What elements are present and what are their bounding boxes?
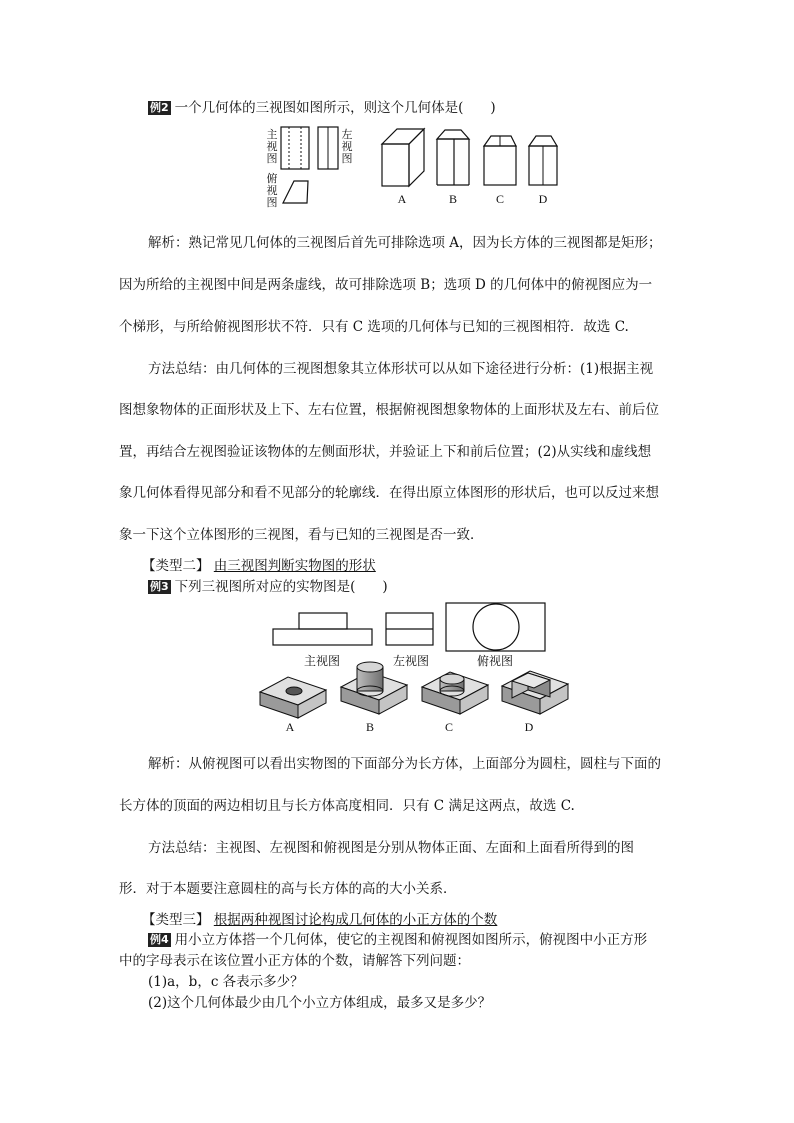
top-view-label: 俯 视 图 xyxy=(266,172,278,209)
option3-a-label: A xyxy=(285,720,295,734)
example4-line-1: 例4 用小立方体搭一个几何体，使它的主视图和俯视图如图所示，俯视图中小正方形 xyxy=(150,932,648,948)
example4-line-3: (1)a，b，c 各表示多少？ xyxy=(148,974,304,990)
example3-question: 例3 下列三视图所对应的实物图是( ) xyxy=(150,579,388,595)
left-view-label: 左 视 图 xyxy=(341,128,353,165)
example3-analysis-line-1: 解析：从俯视图可以看出实物图的下面部分为长方体，上面部分为圆柱，圆柱与下面的 xyxy=(148,756,661,772)
example3-summary-line-1: 方法总结：主视图、左视图和俯视图是分别从物体正面、左面和上面看所得到的图 xyxy=(148,840,634,856)
solid-c-3d xyxy=(422,672,488,714)
example2-summary-line-4: 象几何体看得见部分和看不见部分的轮廓线．在得出原立体图形的形状后，也可以反过来想 xyxy=(119,485,659,501)
example2-summary-line-2: 图想象物体的正面形状及上下、左右位置，根据俯视图想象物体的上面形状及左右、前后位 xyxy=(119,402,659,418)
option3-d-label: D xyxy=(524,720,534,734)
example2-summary-line-1: 方法总结：由几何体的三视图想象其立体形状可以从如下途径进行分析：(1)根据主视 xyxy=(148,361,654,377)
option-c-label: C xyxy=(495,192,504,206)
option3-c-label: C xyxy=(444,720,453,734)
example2-analysis-line-2: 因为所给的主视图中间是两条虚线，故可排除选项 B；选项 D 的几何体中的俯视图应为一 xyxy=(119,277,653,293)
type3-title: 根据两种视图讨论构成几何体的小正方体的个数 xyxy=(213,912,498,928)
example2-analysis-line-3: 个梯形，与所给俯视图形状不符．只有 C 选项的几何体与已知的三视图相符．故选 C. xyxy=(119,319,629,335)
example2-tag: 例2 xyxy=(150,101,169,114)
example2-summary-line-5: 象一下这个立体图形的三视图，看与已知的三视图是否一致． xyxy=(119,527,484,543)
option-b-label: B xyxy=(448,192,457,206)
left-view-caption: 左视图 xyxy=(393,654,430,668)
option-a-label: A xyxy=(397,192,407,206)
example4-line-2: 中的字母表示在该位置小正方体的个数，请解答下列问题： xyxy=(119,953,470,969)
type3-heading: 【类型三】 根据两种视图讨论构成几何体的小正方体的个数 xyxy=(142,912,498,928)
example2-question: 例2 一个几何体的三视图如图所示，则这个几何体是( ) xyxy=(150,100,496,116)
type2-heading: 【类型二】 由三视图判断实物图的形状 xyxy=(142,558,376,574)
top-view-caption: 俯视图 xyxy=(477,654,514,668)
example3-analysis-line-2: 长方体的顶面的两边相切且与长方体高度相同．只有 C 满足这两点，故选 C. xyxy=(119,798,575,814)
example4-line-4: (2)这个几何体最少由几个小立方体组成，最多又是多少？ xyxy=(148,995,492,1011)
solid-a-3d xyxy=(260,677,326,718)
example2-analysis-line-1: 解析：熟记常见几何体的三视图后首先可排除选项 A，因为长方体的三视图都是矩形； xyxy=(148,235,662,251)
example2-summary-line-3: 置，再结合左视图验证该物体的左侧面形状，并验证上下和前后位置；(2)从实线和虚线想 xyxy=(119,444,652,460)
type2-title: 由三视图判断实物图的形状 xyxy=(213,558,376,574)
solid-b-3d xyxy=(341,662,407,714)
front-view-caption: 主视图 xyxy=(304,654,341,668)
example3-summary-line-2: 形．对于本题要注意圆柱的高与长方体的高的大小关系． xyxy=(119,881,457,897)
option3-b-label: B xyxy=(365,720,374,734)
solid-d-3d xyxy=(502,671,568,714)
example3-tag: 例3 xyxy=(150,580,169,593)
front-view-label: 主 视 图 xyxy=(266,128,278,165)
example4-tag: 例4 xyxy=(150,933,169,946)
option-d-label: D xyxy=(538,192,548,206)
